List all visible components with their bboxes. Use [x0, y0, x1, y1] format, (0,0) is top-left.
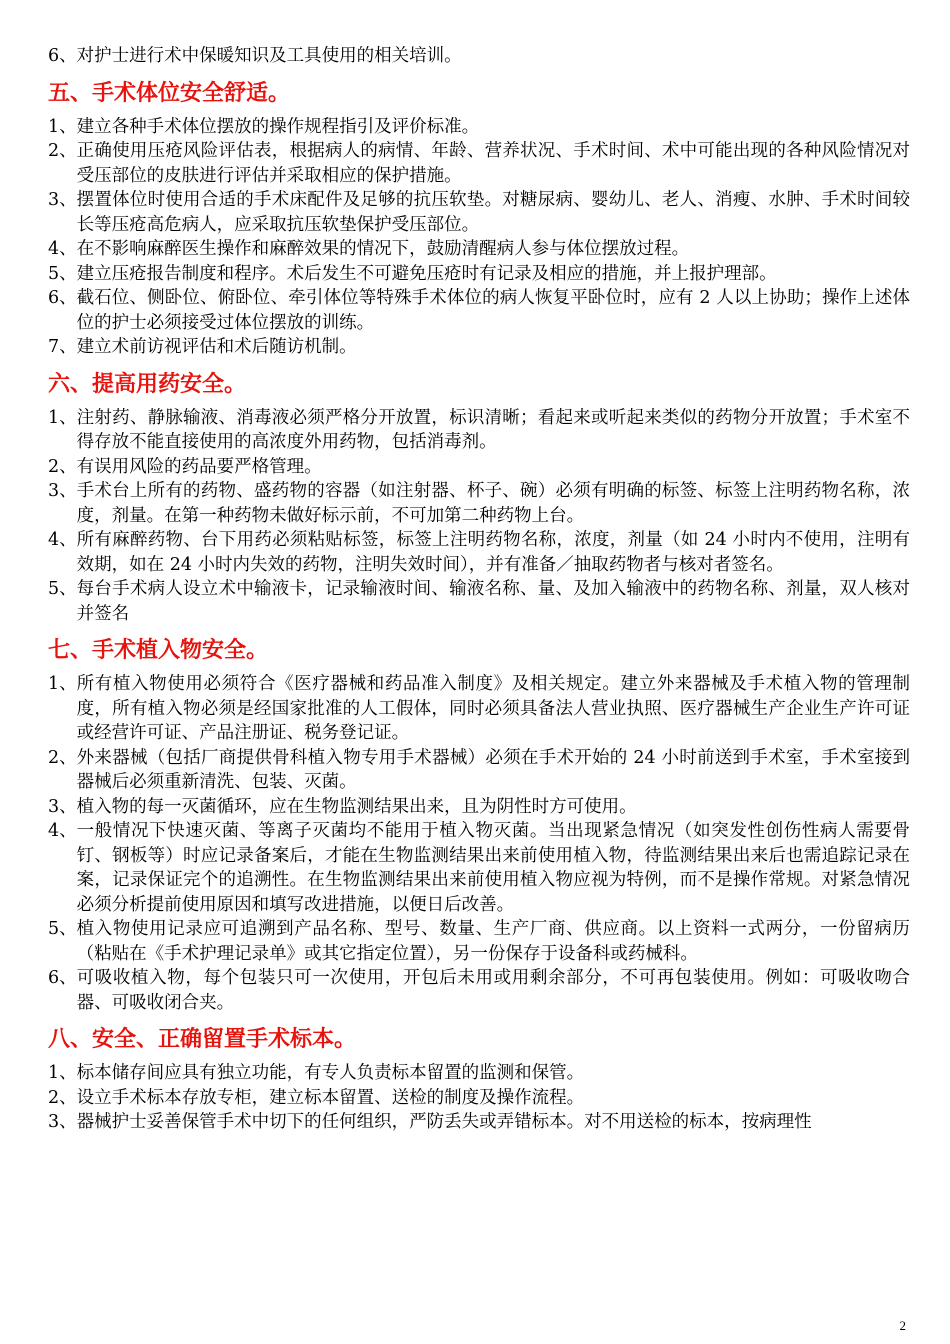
list-item [48, 286, 910, 335]
item-text: 建立各种手术体位摆放的操作规程指引及评价标准。 [76, 116, 480, 137]
item-text: 每台手术病人设立术中输液卡，记录输液时间、输液名称、量、及加入输液中的药物名称、剂量，双人核对并签名 [76, 579, 910, 624]
list-item [48, 917, 910, 966]
item-number: 2、 [48, 747, 77, 768]
item-text: 注射药、静脉输液、消毒液必须严格分开放置，标识清晰；看起来或听起来类似的药物分开放置；手术室不得存放不能直接使用的高浓度外用药物，包括消毒剂。 [76, 407, 910, 452]
list-item [48, 1061, 910, 1086]
item-number: 4、 [48, 530, 77, 550]
item-text: 截石位、侧卧位、俯卧位、牵引体位等特殊手术体位的病人恢复平卧位时，应有 2 人以上协助；操作上述体位的护士必须接受过体位摆放的训练。 [76, 288, 910, 333]
item-number: 6、 [48, 968, 77, 988]
item-text: 在不影响麻醉医生操作和麻醉效果的情况下，鼓励清醒病人参与体位摆放过程。 [76, 239, 690, 259]
item-number: 2、 [48, 456, 77, 477]
list-item [48, 577, 910, 626]
list-item [48, 795, 910, 820]
item-text: 对护士进行术中保暖知识及工具使用的相关培训。 [76, 46, 462, 66]
item-number: 6、 [48, 288, 77, 308]
item-number: 1、 [48, 407, 77, 428]
list-item [48, 237, 910, 262]
list-item [48, 746, 910, 795]
item-number: 3、 [48, 1112, 77, 1132]
section-seven [48, 636, 910, 1015]
list-item [48, 455, 910, 480]
list-item [48, 819, 910, 917]
item-number: 4、 [48, 821, 77, 841]
list-item [48, 188, 910, 237]
section-heading: 八、安全、正确留置手术标本。 [48, 1027, 357, 1052]
item-text: 建立术前访视评估和术后随访机制。 [76, 337, 357, 357]
item-text: 可吸收植入物，每个包装只可一次使用，开包后未用或用剩余部分，不可再包装使用。例如：可吸收吻合器、可吸收闭合夹。 [76, 968, 910, 1013]
list-item [48, 139, 910, 188]
item-text: 器械护士妥善保管手术中切下的任何组织，严防丢失或弄错标本。对不用送检的标本，按病理性 [76, 1112, 812, 1132]
section-heading: 七、手术植入物安全。 [48, 638, 269, 663]
section-heading: 五、手术体位安全舒适。 [48, 80, 291, 106]
item-text: 正确使用压疮风险评估表，根据病人的病情、年龄、营养状况、手术时间、术中可能出现的各种风险情况对受压部位的皮肤进行评估并采取相应的保护措施。 [76, 141, 910, 186]
item-number: 3、 [48, 796, 77, 817]
list-item [48, 1110, 910, 1135]
section-six [48, 370, 910, 627]
list-item [48, 479, 910, 528]
item-text: 所有麻醉药物、台下用药必须粘贴标签，标签上注明药物名称，浓度，剂量（如 24 小时内不使用，注明有效期，如在 24 小时内失效的药物，注明失效时间），并有准备／抽取药物者与核对者签名。 [76, 530, 910, 575]
item-text: 外来器械（包括厂商提供骨科植入物专用手术器械）必须在手术开始的 24 小时前送到手术室，手术室接到器械后必须重新清洗、包装、灭菌。 [76, 747, 910, 792]
item-number: 2、 [48, 1087, 77, 1108]
list-item [48, 335, 910, 360]
intro-item [48, 44, 910, 69]
item-text: 植入物的每一灭菌循环，应在生物监测结果出来，且为阴性时方可使用。 [76, 796, 637, 817]
item-number: 5、 [48, 579, 77, 599]
item-text: 标本储存间应具有独立功能，有专人负责标本留置的监测和保管。 [76, 1063, 585, 1083]
list-item [48, 406, 910, 455]
section-heading: 六、提高用药安全。 [48, 371, 247, 397]
item-number: 3、 [48, 481, 77, 501]
list-item [48, 115, 910, 140]
item-number: 3、 [48, 190, 77, 210]
item-text: 建立压疮报告制度和程序。术后发生不可避免压疮时有记录及相应的措施，并上报护理部。 [76, 263, 777, 284]
item-number: 7、 [48, 337, 77, 357]
list-item [48, 262, 910, 287]
item-number: 5、 [48, 919, 77, 939]
list-item [48, 672, 910, 746]
item-number: 2、 [48, 141, 77, 161]
list-item [48, 1086, 910, 1111]
list-item [48, 966, 910, 1015]
item-number: 1、 [48, 674, 77, 694]
item-number: 5、 [48, 263, 77, 284]
list-item [48, 528, 910, 577]
item-text: 设立手术标本存放专柜，建立标本留置、送检的制度及操作流程。 [76, 1087, 585, 1108]
item-text: 摆置体位时使用合适的手术床配件及足够的抗压软垫。对糖尿病、婴幼儿、老人、消瘦、水肿、手术时间较长等压疮高危病人，应采取抗压软垫保护受压部位。 [76, 190, 910, 235]
item-text: 所有植入物使用必须符合《医疗器械和药品准入制度》及相关规定。建立外来器械及手术植入物的管理制度，所有植入物必须是经国家批准的人工假体，同时必须具备法人营业执照、医疗器械生产企业生产许可证或经营许可证、产品注册证、税务登记证。 [76, 674, 910, 743]
item-text: 有误用风险的药品要严格管理。 [76, 456, 322, 477]
item-number: 1、 [48, 1063, 77, 1083]
item-number: 1、 [48, 116, 77, 137]
section-eight [48, 1025, 910, 1135]
page-number: 2 [899, 1317, 906, 1333]
section-five [48, 79, 910, 360]
item-text: 手术台上所有的药物、盛药物的容器（如注射器、杯子、碗）必须有明确的标签、标签上注明药物名称，浓度，剂量。在第一种药物未做好标示前，不可加第二种药物上台。 [76, 481, 910, 526]
item-number: 4、 [48, 239, 77, 259]
item-text: 植入物使用记录应可追溯到产品名称、型号、数量、生产厂商、供应商。以上资料一式两分，一份留病历（粘贴在《手术护理记录单》或其它指定位置），另一份保存于设备科或药械科。 [76, 919, 910, 964]
item-text: 一般情况下快速灭菌、等离子灭菌均不能用于植入物灭菌。当出现紧急情况（如突发性创伤性病人需要骨钉、钢板等）时应记录备案后，才能在生物监测结果出来前使用植入物，待监测结果出来后也需追踪记录在案，记录保证完个的追溯性。在生物监测结果出来前使用植入物应视为特例，而不是操作常规。对紧急情况必须分析提前使用原因和填写改进措施，以便日后改善。 [76, 821, 910, 915]
item-number: 6、 [48, 46, 77, 66]
